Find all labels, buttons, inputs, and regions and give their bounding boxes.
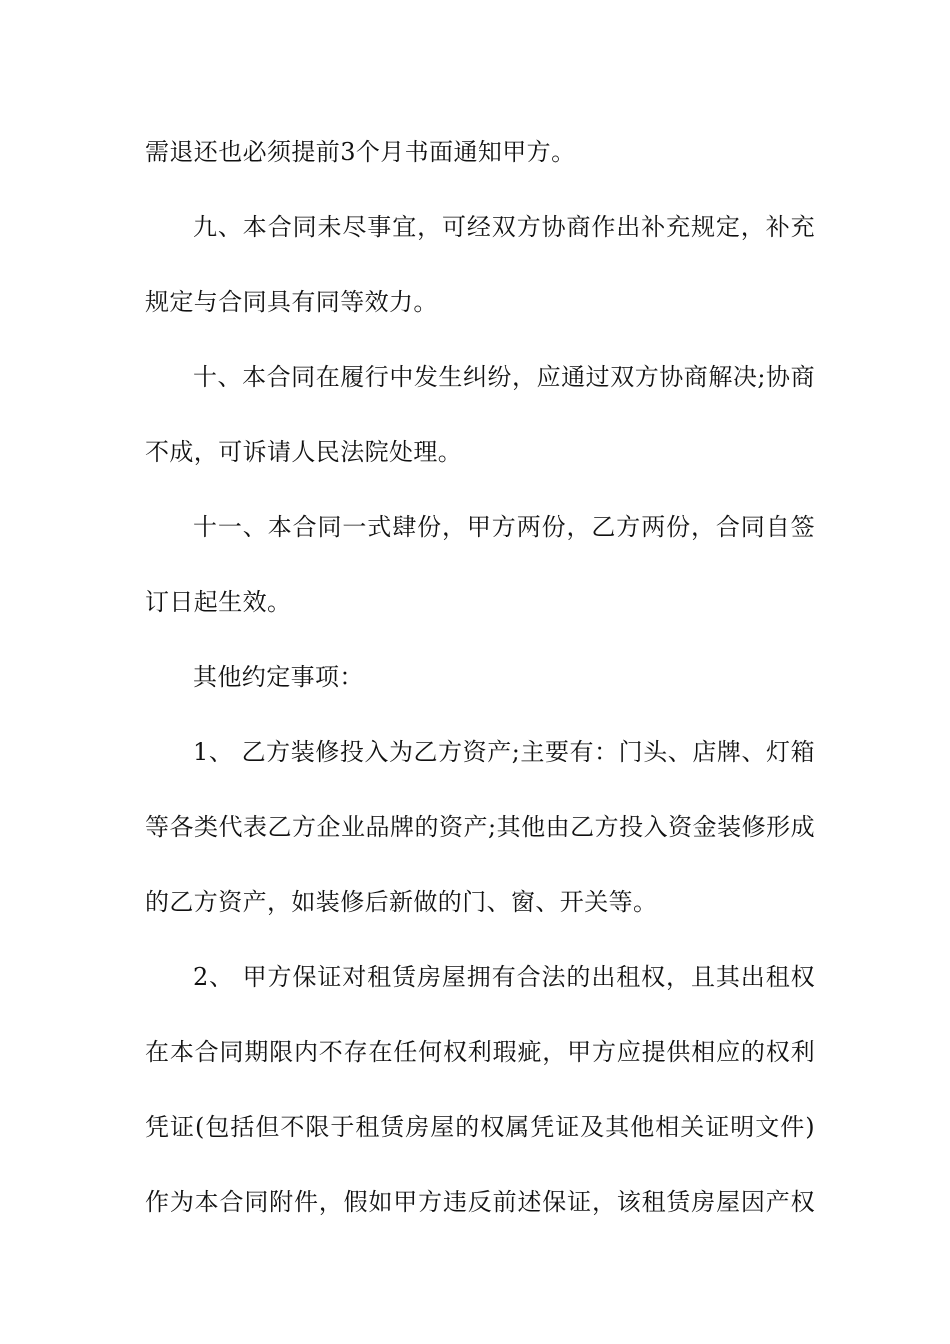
paragraph-11-line-2: 订日起生效。 [145, 588, 292, 616]
other-terms-heading: 其他约定事项： [193, 663, 364, 691]
item-2-line-2: 在本合同期限内不存在任何权利瑕疵，甲方应提供相应的权利 [145, 1038, 815, 1066]
item-1-line-1: 1、 乙方装修投入为乙方资产;主要有：门头、店牌、灯箱 [193, 738, 815, 766]
paragraph-10-line-1: 十、本合同在履行中发生纠纷，应通过双方协商解决;协商 [193, 363, 815, 391]
item-1-line-3: 的乙方资产，如装修后新做的门、窗、开关等。 [145, 888, 658, 916]
paragraph-9-line-2: 规定与合同具有同等效力。 [145, 288, 438, 316]
item-2-line-1: 2、 甲方保证对租赁房屋拥有合法的出租权，且其出租权 [193, 963, 815, 991]
paragraph-11-line-1: 十一、本合同一式肆份，甲方两份，乙方两份，合同自签 [193, 513, 815, 541]
item-2-line-3: 凭证(包括但不限于租赁房屋的权属凭证及其他相关证明文件) [145, 1113, 815, 1141]
item-2-line-4: 作为本合同附件，假如甲方违反前述保证，该租赁房屋因产权 [145, 1188, 815, 1216]
item-1-line-2: 等各类代表乙方企业品牌的资产;其他由乙方投入资金装修形成 [145, 813, 815, 841]
text-line: 需退还也必须提前3个月书面通知甲方。 [145, 138, 576, 166]
paragraph-10-line-2: 不成，可诉请人民法院处理。 [145, 438, 463, 466]
paragraph-9-line-1: 九、本合同未尽事宜，可经双方协商作出补充规定，补充 [193, 213, 815, 241]
